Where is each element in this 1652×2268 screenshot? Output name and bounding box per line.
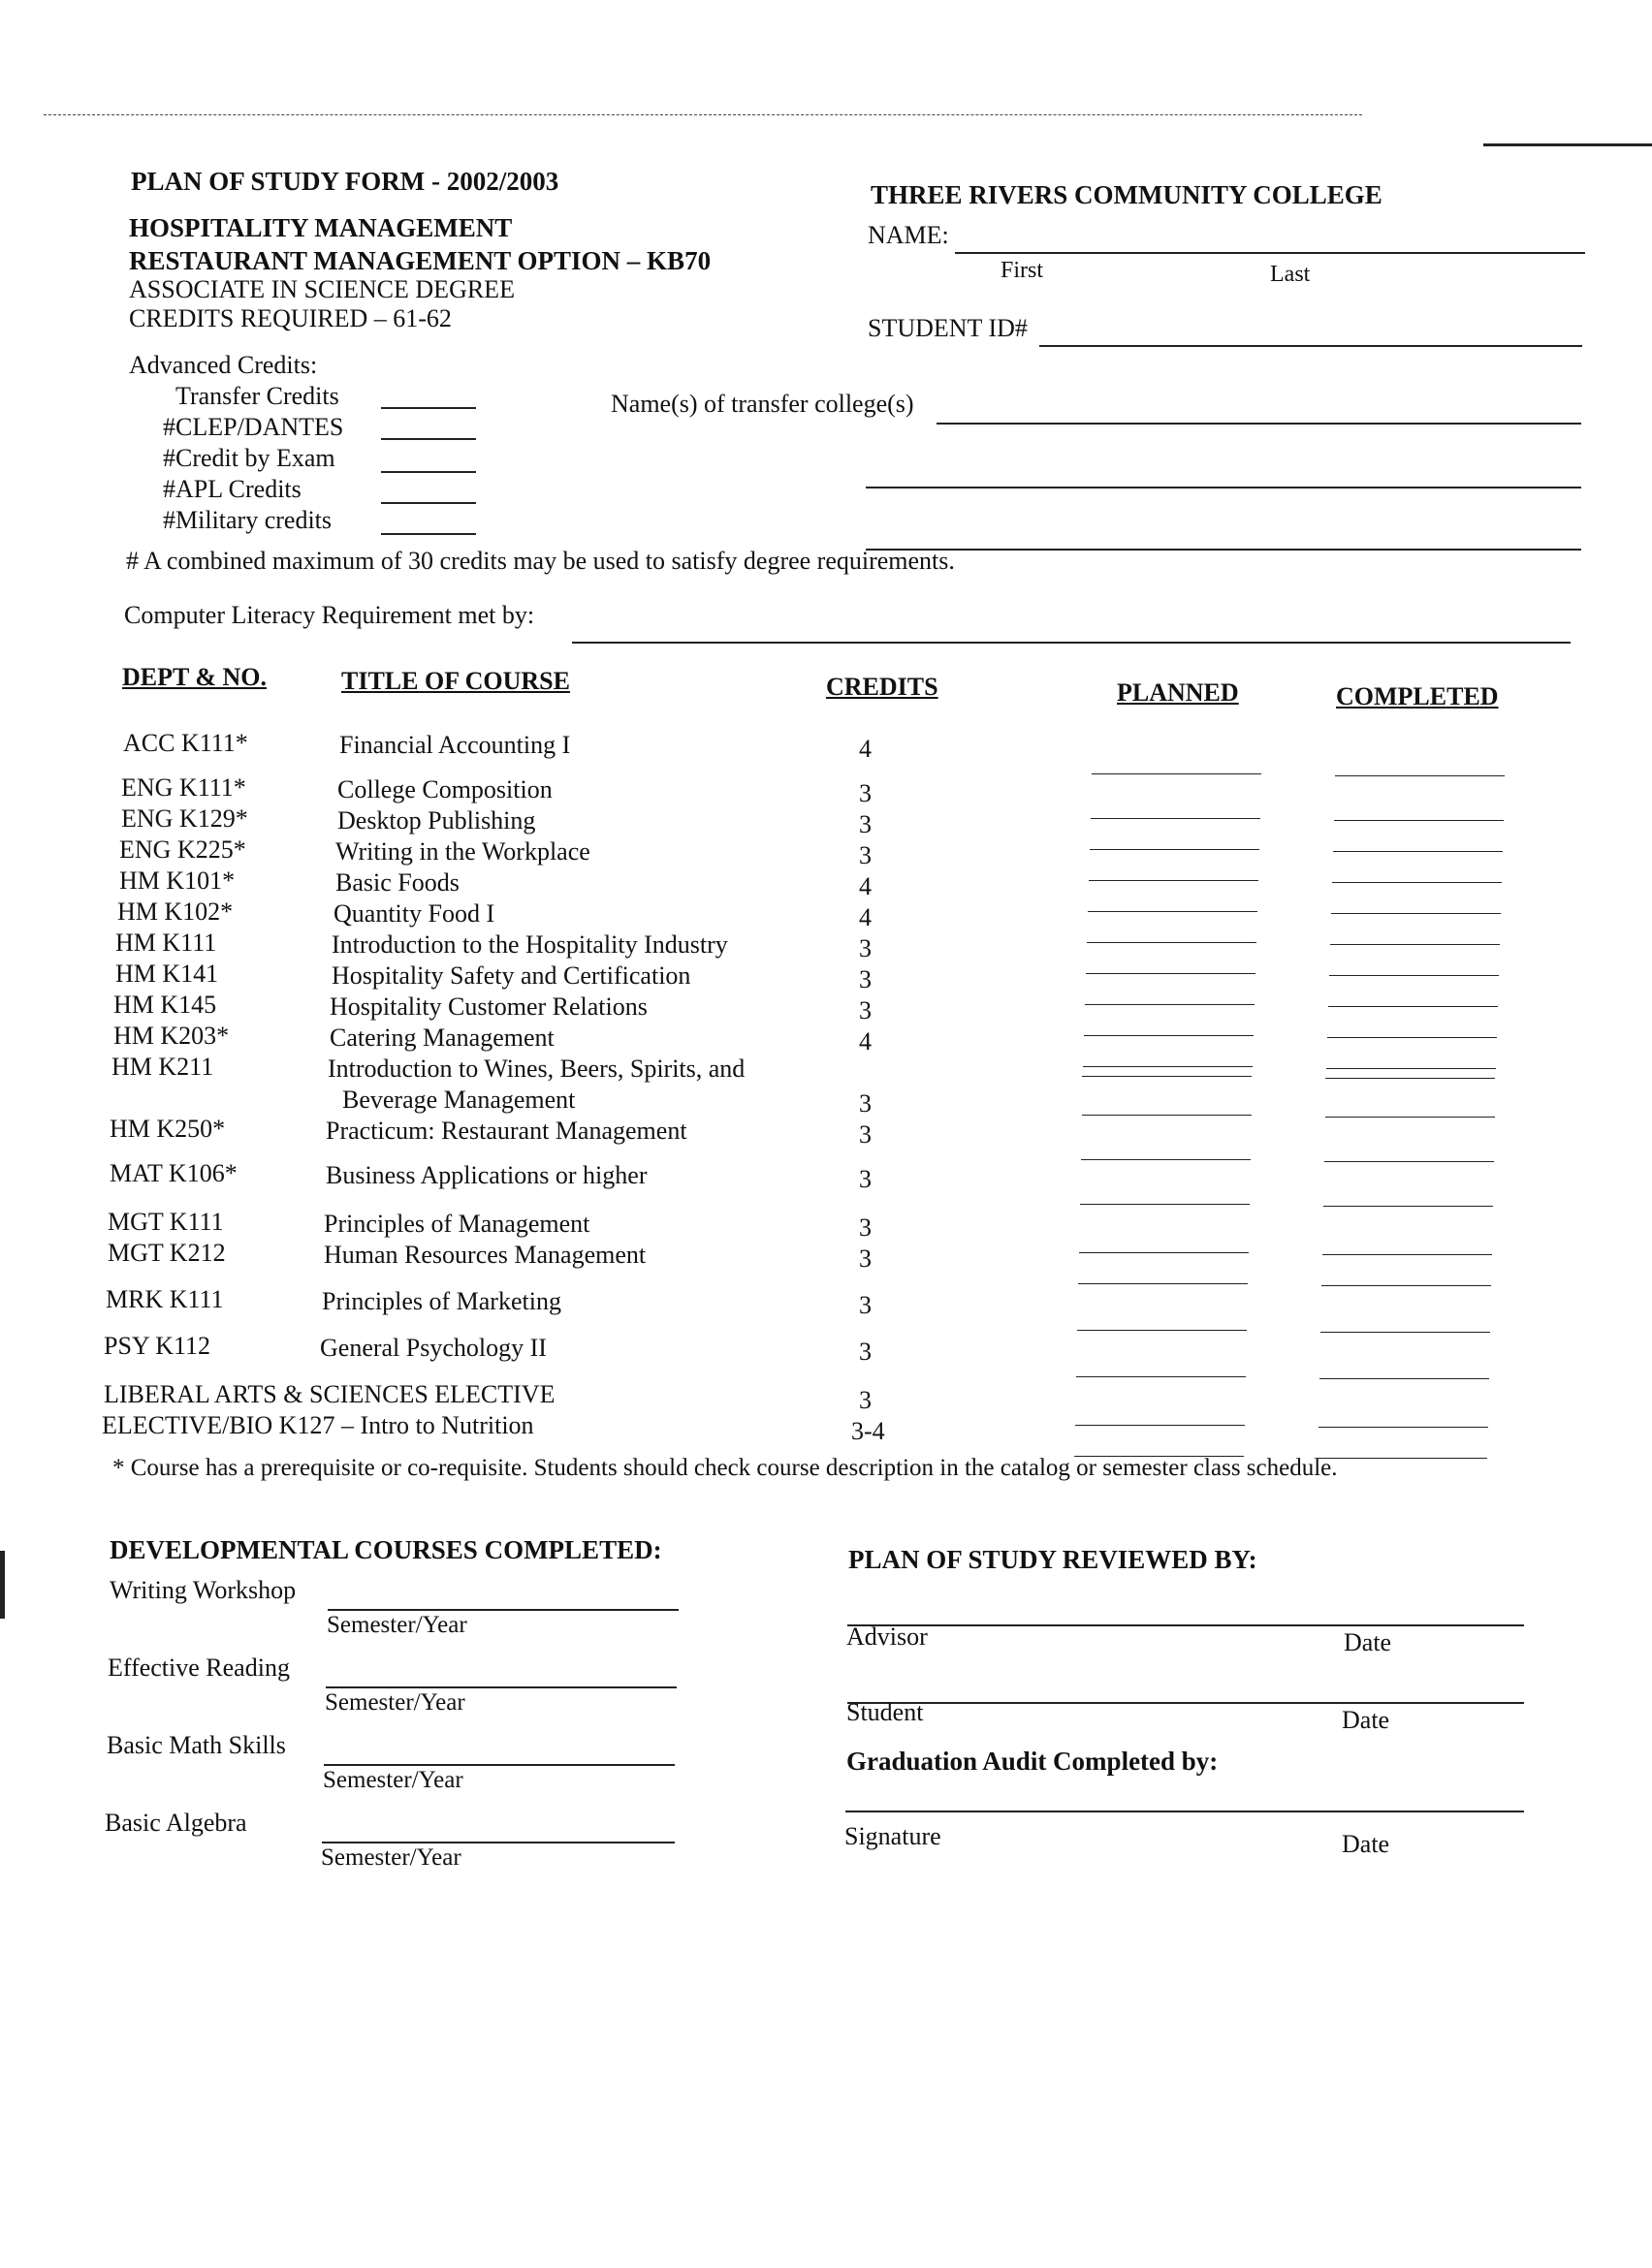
completed-field[interactable] — [1319, 1378, 1489, 1379]
planned-field[interactable] — [1082, 1076, 1252, 1077]
combined-max-note: # A combined maximum of 30 credits may be used to satisfy degree requirements. — [126, 547, 955, 575]
course-dept: HM K111 — [115, 929, 217, 957]
course-credits: 3 — [859, 1338, 872, 1366]
planned-field[interactable] — [1084, 1035, 1254, 1036]
course-dept: ELECTIVE/BIO K127 – Intro to Nutrition — [102, 1411, 534, 1439]
course-dept: ENG K111* — [121, 773, 246, 802]
computer-literacy-field[interactable] — [572, 642, 1571, 644]
course-dept: HM K141 — [115, 960, 219, 988]
course-title: Business Applications or higher — [326, 1161, 648, 1189]
planned-field[interactable] — [1079, 1252, 1249, 1253]
course-dept: LIBERAL ARTS & SCIENCES ELECTIVE — [104, 1380, 556, 1408]
course-credits: 3 — [859, 1213, 872, 1242]
signature-label: Signature — [844, 1822, 941, 1850]
signature-date-label: Date — [1342, 1830, 1390, 1858]
student-id-label: STUDENT ID# — [868, 314, 1028, 342]
review-heading: PLAN OF STUDY REVIEWED BY: — [848, 1545, 1257, 1574]
completed-field[interactable] — [1321, 1285, 1491, 1286]
planned-field[interactable] — [1087, 942, 1256, 943]
course-credits: 3 — [859, 1291, 872, 1319]
course-credits: 3 — [859, 1165, 872, 1193]
last-name-label: Last — [1270, 262, 1311, 287]
first-name-label: First — [1001, 258, 1044, 283]
student-label: Student — [846, 1698, 924, 1726]
advanced-credits-heading: Advanced Credits: — [129, 351, 318, 379]
option-title: RESTAURANT MANAGEMENT OPTION – KB70 — [129, 246, 712, 275]
course-credits: 3-4 — [851, 1417, 885, 1445]
completed-field[interactable] — [1328, 1006, 1498, 1007]
dev-basic-math: Basic Math Skills — [107, 1731, 286, 1759]
advisor-signature-field[interactable] — [847, 1624, 1524, 1626]
course-dept: ACC K111* — [123, 729, 248, 757]
planned-field[interactable] — [1088, 911, 1257, 912]
header-title: TITLE OF COURSE — [341, 667, 570, 695]
audit-heading: Graduation Audit Completed by: — [846, 1747, 1219, 1776]
planned-field[interactable] — [1086, 973, 1255, 974]
credits-required: CREDITS REQUIRED – 61-62 — [129, 304, 452, 332]
course-title: Hospitality Safety and Certification — [332, 961, 691, 990]
form-title: PLAN OF STUDY FORM - 2002/2003 — [131, 167, 559, 196]
planned-field[interactable] — [1076, 1376, 1246, 1377]
adv-credit-military-field[interactable] — [381, 533, 476, 535]
completed-field[interactable] — [1329, 975, 1499, 976]
planned-field[interactable] — [1091, 818, 1260, 819]
completed-field[interactable] — [1330, 944, 1500, 945]
course-title: Writing in the Workplace — [335, 837, 590, 866]
completed-field[interactable] — [1331, 913, 1501, 914]
completed-field[interactable] — [1325, 1078, 1495, 1079]
adv-credit-apl-field[interactable] — [381, 502, 476, 504]
course-credits: 3 — [859, 996, 872, 1024]
course-dept: ENG K129* — [121, 804, 248, 833]
program-title: HOSPITALITY MANAGEMENT — [129, 213, 513, 242]
developmental-heading: DEVELOPMENTAL COURSES COMPLETED: — [110, 1535, 662, 1564]
transfer-college-field-3[interactable] — [866, 549, 1581, 551]
course-dept: MGT K111 — [108, 1208, 224, 1236]
dev-basic-algebra: Basic Algebra — [105, 1809, 247, 1837]
course-title: Basic Foods — [335, 868, 460, 897]
prerequisite-footnote: * Course has a prerequisite or co-requisite. Students should check course description in the catalog or semester class schedule. — [112, 1455, 1338, 1481]
college-name: THREE RIVERS COMMUNITY COLLEGE — [871, 180, 1382, 209]
course-dept: MAT K106* — [110, 1159, 238, 1187]
completed-field[interactable] — [1320, 1332, 1490, 1333]
course-credits: 3 — [859, 1089, 872, 1118]
completed-field[interactable] — [1322, 1254, 1492, 1255]
adv-credit-military: #Military credits — [163, 506, 333, 534]
course-dept: HM K145 — [113, 991, 217, 1019]
course-dept: HM K211 — [111, 1053, 214, 1081]
student-signature-field[interactable] — [847, 1702, 1524, 1704]
header-credits: CREDITS — [826, 673, 938, 701]
dev-effective-reading: Effective Reading — [108, 1654, 290, 1682]
course-title: Principles of Marketing — [322, 1287, 561, 1315]
adv-credit-clep: #CLEP/DANTES — [163, 413, 344, 441]
course-dept: PSY K112 — [104, 1332, 211, 1360]
course-title: General Psychology II — [320, 1334, 547, 1362]
adv-credit-exam-field[interactable] — [381, 471, 476, 473]
completed-field[interactable] — [1324, 1161, 1494, 1162]
course-credits: 3 — [859, 841, 872, 869]
course-title: Desktop Publishing — [337, 806, 536, 835]
transfer-college-field-1[interactable] — [937, 423, 1581, 425]
course-title: Introduction to the Hospitality Industry — [332, 930, 728, 959]
course-dept: MRK K111 — [106, 1285, 224, 1313]
dev-algebra-semester: Semester/Year — [321, 1844, 461, 1871]
adv-credit-exam: #Credit by Exam — [163, 444, 335, 472]
planned-field[interactable] — [1089, 880, 1258, 881]
header-dept: DEPT & NO. — [122, 663, 268, 691]
completed-field[interactable] — [1327, 1037, 1497, 1038]
completed-field[interactable] — [1323, 1206, 1493, 1207]
course-dept: MGT K212 — [108, 1239, 226, 1267]
computer-literacy-label: Computer Literacy Requirement met by: — [124, 601, 535, 629]
adv-credit-transfer-field[interactable] — [381, 407, 476, 409]
completed-field[interactable] — [1326, 1068, 1496, 1069]
course-title: College Composition — [337, 775, 553, 803]
completed-field[interactable] — [1332, 882, 1502, 883]
adv-credit-apl: #APL Credits — [163, 475, 302, 503]
audit-signature-field[interactable] — [845, 1811, 1524, 1812]
course-dept: HM K203* — [113, 1022, 230, 1050]
name-field[interactable] — [955, 252, 1585, 254]
student-date-label: Date — [1342, 1706, 1390, 1734]
scan-mark-left-edge — [0, 1551, 5, 1619]
course-credits: 3 — [859, 1244, 872, 1273]
scan-mark-top — [44, 114, 1362, 115]
course-title-line2: Beverage Management — [342, 1086, 576, 1114]
scan-mark-top-right — [1483, 143, 1652, 146]
completed-field[interactable] — [1325, 1117, 1495, 1118]
course-credits: 3 — [859, 810, 872, 838]
degree-label: ASSOCIATE IN SCIENCE DEGREE — [129, 275, 515, 303]
course-dept: ENG K225* — [119, 835, 246, 864]
dev-writing-workshop: Writing Workshop — [110, 1576, 297, 1604]
completed-field[interactable] — [1318, 1458, 1487, 1459]
course-dept: HM K101* — [119, 866, 236, 895]
header-planned: PLANNED — [1117, 678, 1239, 707]
adv-credit-transfer: Transfer Credits — [175, 382, 339, 410]
adv-credit-clep-field[interactable] — [381, 438, 476, 440]
planned-field[interactable] — [1081, 1159, 1251, 1160]
course-title: Practicum: Restaurant Management — [326, 1117, 687, 1145]
planned-field[interactable] — [1078, 1283, 1248, 1284]
planned-field[interactable] — [1090, 849, 1259, 850]
dev-reading-semester: Semester/Year — [325, 1689, 465, 1716]
course-credits: 3 — [859, 1386, 872, 1414]
course-credits: 3 — [859, 779, 872, 807]
transfer-college-label: Name(s) of transfer college(s) — [611, 390, 914, 418]
dev-math-semester: Semester/Year — [323, 1767, 463, 1793]
header-completed: COMPLETED — [1336, 682, 1499, 710]
course-title: Human Resources Management — [324, 1241, 647, 1269]
transfer-college-field-2[interactable] — [866, 487, 1581, 488]
course-credits: 4 — [859, 1027, 872, 1055]
planned-field[interactable] — [1075, 1425, 1245, 1426]
course-credits: 3 — [859, 965, 872, 993]
course-title: Principles of Management — [324, 1210, 590, 1238]
advisor-date-label: Date — [1344, 1628, 1392, 1656]
completed-field[interactable] — [1333, 851, 1503, 852]
course-credits: 3 — [859, 1120, 872, 1149]
completed-field[interactable] — [1335, 775, 1505, 776]
course-title: Quantity Food I — [334, 899, 495, 928]
course-dept: HM K250* — [110, 1115, 226, 1143]
planned-field[interactable] — [1092, 773, 1261, 774]
course-credits: 4 — [859, 735, 872, 763]
planned-field[interactable] — [1080, 1204, 1250, 1205]
dev-writing-semester: Semester/Year — [327, 1612, 467, 1638]
course-dept: HM K102* — [117, 898, 234, 926]
planned-field[interactable] — [1077, 1330, 1247, 1331]
planned-field[interactable] — [1082, 1115, 1252, 1116]
course-credits: 4 — [859, 872, 872, 900]
completed-field[interactable] — [1318, 1427, 1488, 1428]
planned-field[interactable] — [1083, 1066, 1253, 1067]
course-title: Catering Management — [330, 1024, 555, 1052]
planned-field[interactable] — [1085, 1004, 1255, 1005]
completed-field[interactable] — [1334, 820, 1504, 821]
course-title: Financial Accounting I — [339, 731, 571, 759]
name-label: NAME: — [868, 221, 949, 249]
course-credits: 3 — [859, 934, 872, 962]
course-title: Introduction to Wines, Beers, Spirits, and — [328, 1055, 746, 1083]
student-id-field[interactable] — [1039, 345, 1582, 347]
advisor-label: Advisor — [846, 1622, 928, 1651]
course-credits: 4 — [859, 903, 872, 931]
course-title: Hospitality Customer Relations — [330, 992, 648, 1021]
